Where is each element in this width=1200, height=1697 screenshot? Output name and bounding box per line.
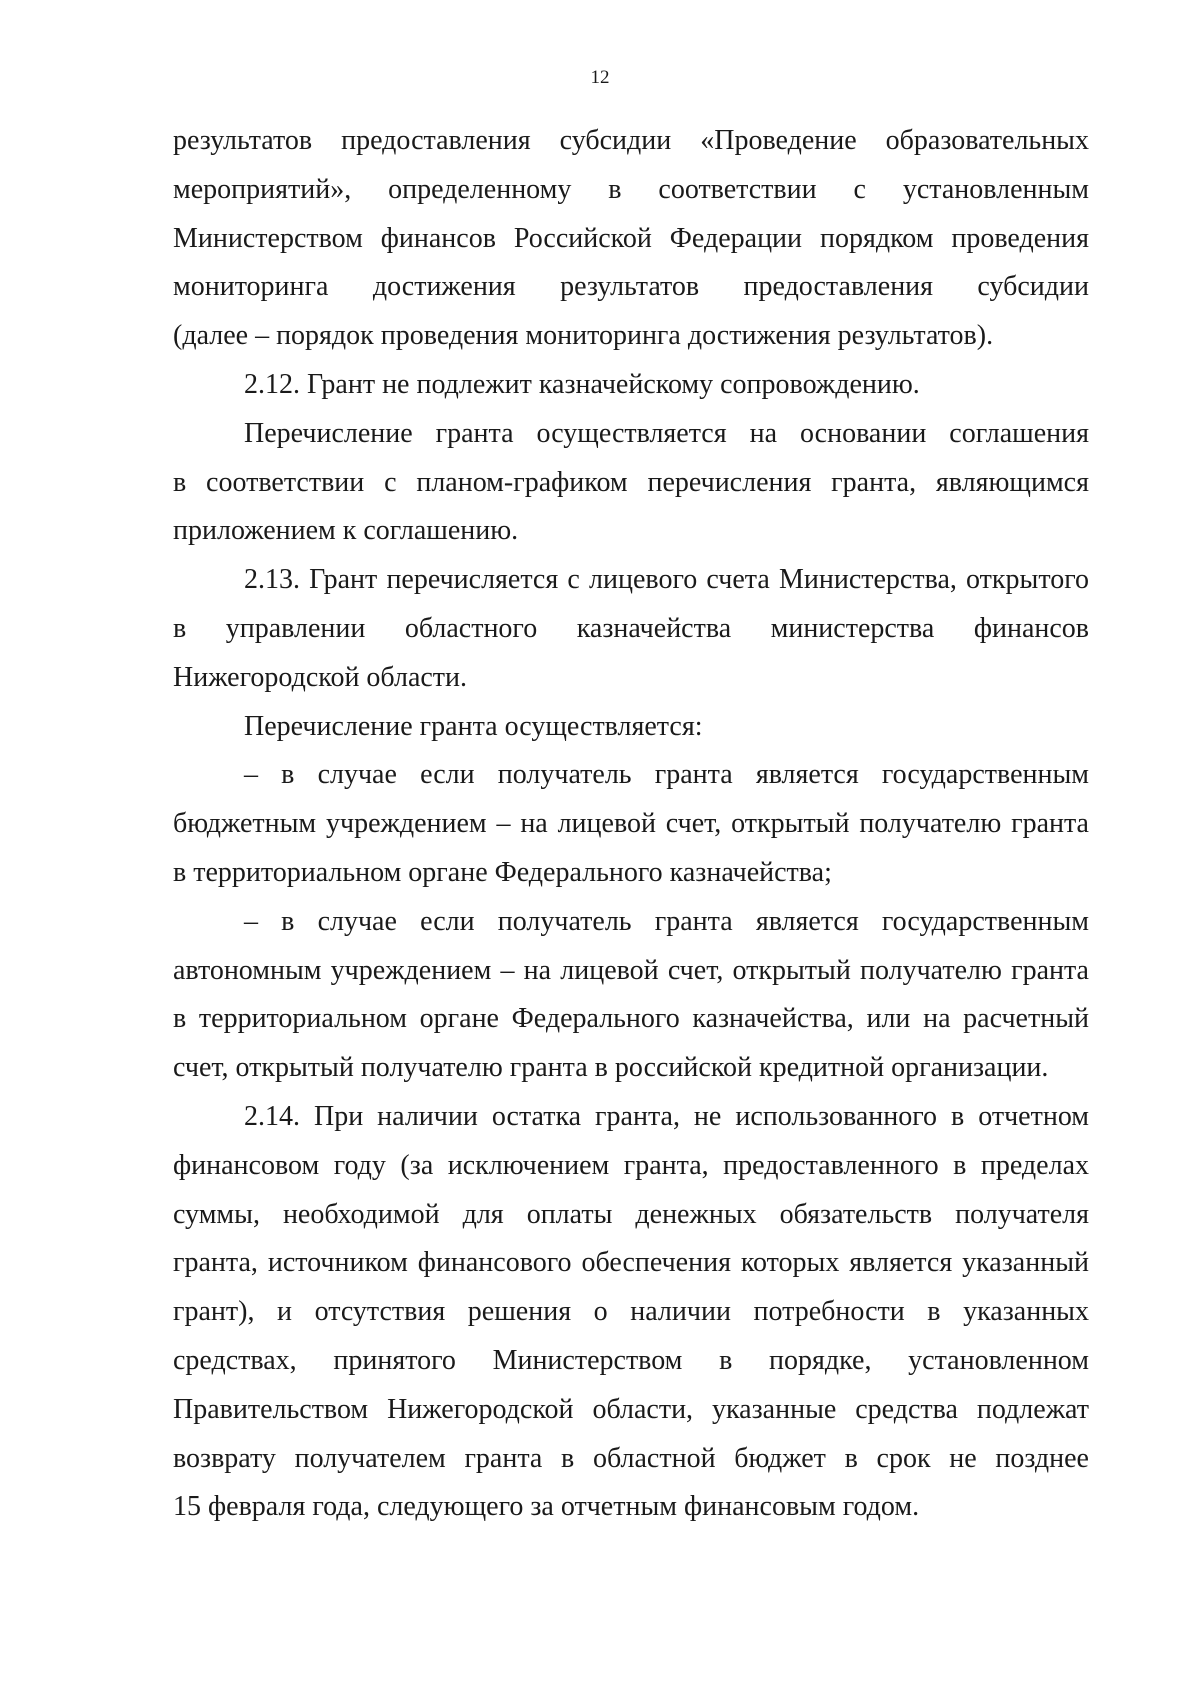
text-line: средствах, принятого Министерством в порядке, установленном <box>173 1344 1089 1376</box>
paragraph-grant-transfer-intro <box>173 703 1089 752</box>
text-line: возврату получателем гранта в областной бюджет в срок не позднее <box>173 1442 1089 1474</box>
text-line: в территориальном органе Федерального казначейства; <box>173 856 832 888</box>
text-line: (далее – порядок проведения мониторинга достижения результатов). <box>173 320 994 352</box>
text-line: 2.12. Грант не подлежит казначейскому сопровождению. <box>244 368 920 400</box>
text-line: в управлении областного казначейства министерства финансов <box>173 612 1089 644</box>
text-line: гранта, источником финансового обеспечения которых является указанный <box>173 1247 1089 1279</box>
paragraph-case-autonomous-institution <box>173 898 1089 1093</box>
text-line: счет, открытый получателю гранта в российской кредитной организации. <box>173 1052 1049 1084</box>
text-line: 2.13. Грант перечисляется с лицевого счета Министерства, открытого <box>244 564 1089 596</box>
text-line: Нижегородской области. <box>173 661 468 693</box>
text-line: приложением к соглашению. <box>173 515 519 547</box>
text-line: суммы, необходимой для оплаты денежных обязательств получателя <box>173 1198 1089 1230</box>
text-line: мероприятий», определенному в соответствии с установленным <box>173 173 1089 205</box>
text-line: 2.14. При наличии остатка гранта, не использованного в отчетном <box>244 1100 1089 1132</box>
text-line: Перечисление гранта осуществляется: <box>244 710 703 742</box>
text-line: результатов предоставления субсидии «Проведение образовательных <box>173 125 1089 156</box>
text-line: мониторинга достижения результатов предоставления субсидии <box>173 271 1089 303</box>
text-line: 15 февраля года, следующего за отчетным финансовым годом. <box>173 1491 920 1523</box>
text-line: финансовом году (за исключением гранта, предоставленного в пределах <box>173 1149 1089 1181</box>
paragraph-continuation-monitoring <box>173 117 1089 361</box>
paragraph-case-budget-institution <box>173 751 1089 897</box>
text-line: бюджетным учреждением – на лицевой счет, открытый получателю гранта <box>173 808 1089 840</box>
page-number: 12 <box>590 67 610 88</box>
paragraph-clause-2-14 <box>173 1093 1089 1532</box>
document-body <box>173 117 1089 1532</box>
text-line: – в случае если получатель гранта является государственным <box>244 759 1089 791</box>
text-line: в территориальном органе Федерального казначейства, или на расчетный <box>173 1003 1089 1035</box>
text-line: Правительством Нижегородской области, указанные средства подлежат <box>173 1393 1089 1425</box>
paragraph-clause-2-13 <box>173 556 1089 702</box>
text-line: Перечисление гранта осуществляется на основании соглашения <box>244 417 1089 449</box>
paragraph-clause-2-12 <box>173 361 1089 410</box>
text-line: – в случае если получатель гранта является государственным <box>244 905 1089 937</box>
text-line: в соответствии с планом-графиком перечисления гранта, являющимся <box>173 466 1089 498</box>
text-line: Министерством финансов Российской Федерации порядком проведения <box>173 222 1089 254</box>
text-line: грант), и отсутствия решения о наличии потребности в указанных <box>173 1296 1089 1328</box>
text-line: автономным учреждением – на лицевой счет, открытый получателю гранта <box>173 954 1089 986</box>
paragraph-grant-transfer-basis <box>173 410 1089 556</box>
